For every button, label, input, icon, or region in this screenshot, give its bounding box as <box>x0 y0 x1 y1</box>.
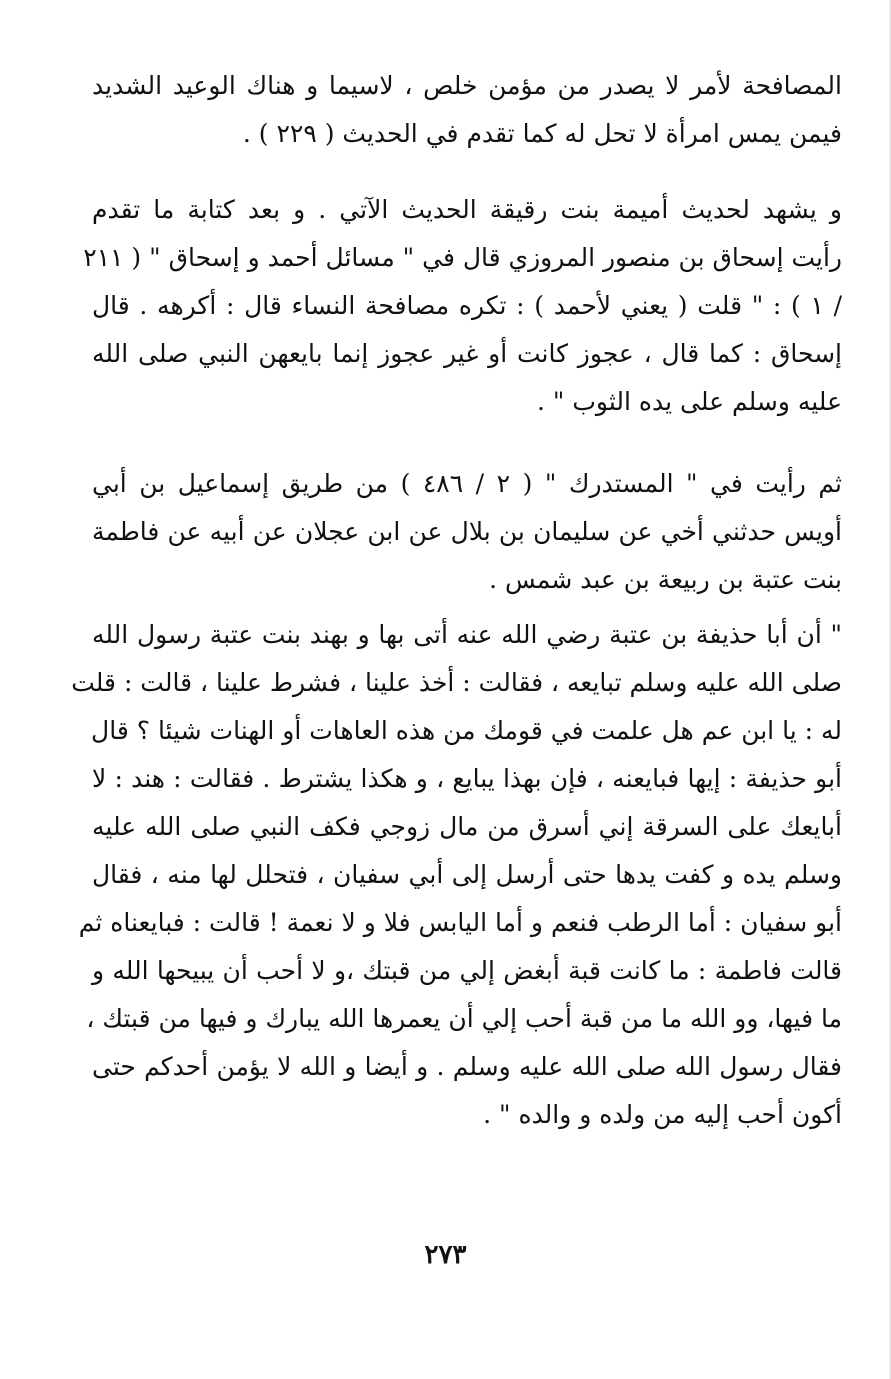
paragraph-4 <box>71 611 842 1139</box>
text-line: و يشهد لحديث أميمة بنت رقيقة الحديث الآتي . و بعد كتابة ما تقدم <box>92 195 842 224</box>
paragraph-2 <box>83 186 843 426</box>
text-line: له : يا ابن عم هل علمت في قومك من هذه العاهات أو الهنات شيئا ؟ قال <box>91 716 842 745</box>
text-line: وسلم يده و كفت يدها حتى أرسل إلى أبي سفيان ، فتحلل لها منه ، فقال <box>92 860 842 889</box>
text-line: ثم رأيت في " المستدرك " ( ٢ / ٤٨٦ ) من طريق إسماعيل بن أبي <box>92 469 842 498</box>
text-line: أويس حدثني أخي عن سليمان بن بلال عن ابن عجلان عن أبيه عن فاطمة <box>92 517 842 546</box>
text-line: فيمن يمس امرأة لا تحل له كما تقدم في الحديث ( ٢٢٩ ) . <box>242 119 842 148</box>
text-line: أكون أحب إليه من ولده و والده " . <box>483 1100 842 1129</box>
text-line: / ١ ) : " قلت ( يعني لأحمد ) : تكره مصافحة النساء قال : أكرهه . قال <box>92 291 843 320</box>
text-line: المصافحة لأمر لا يصدر من مؤمن خلص ، لاسيما و هناك الوعيد الشديد <box>92 71 842 100</box>
text-line: فقال رسول الله صلى الله عليه وسلم . و أيضا و الله لا يؤمن أحدكم حتى <box>92 1052 842 1081</box>
text-line: أبايعك على السرقة إني أسرق من مال زوجي فكف النبي صلى الله عليه <box>92 812 842 841</box>
page-number: ٢٧٣ <box>424 1240 467 1270</box>
text-line: بنت عتبة بن ربيعة بن عبد شمس . <box>489 565 842 594</box>
text-line: إسحاق : كما قال ، عجوز كانت أو غير عجوز إنما بايعهن النبي صلى الله <box>92 339 842 368</box>
text-line: أبو سفيان : أما الرطب فنعم و أما اليابس فلا و لا نعمة ! قالت : فبايعناه ثم <box>78 908 842 937</box>
paragraph-3 <box>92 460 842 604</box>
text-line: قالت فاطمة : ما كانت قبة أبغض إلي من قبتك ،و لا أحب أن يبيحها الله و <box>92 956 842 985</box>
text-line: أبو حذيفة : إيها فبايعنه ، فإن بهذا يبايع ، و هكذا يشترط . فقالت : هند : لا <box>92 764 842 793</box>
text-line: " أن أبا حذيفة بن عتبة رضي الله عنه أتى بها و بهند بنت عتبة رسول الله <box>92 620 842 649</box>
text-line: رأيت إسحاق بن منصور المروزي قال في " مسائل أحمد و إسحاق " ( ٢١١ <box>83 243 842 272</box>
paragraph-1 <box>92 62 842 158</box>
text-line: صلى الله عليه وسلم تبايعه ، فقالت : أخذ علينا ، فشرط علينا ، قالت : قلت <box>71 668 842 697</box>
text-line: عليه وسلم على يده الثوب " . <box>537 387 842 416</box>
text-line: ما فيها، وو الله ما من قبة أحب إلي أن يعمرها الله يبارك و فيها من قبتك ، <box>86 1004 842 1033</box>
